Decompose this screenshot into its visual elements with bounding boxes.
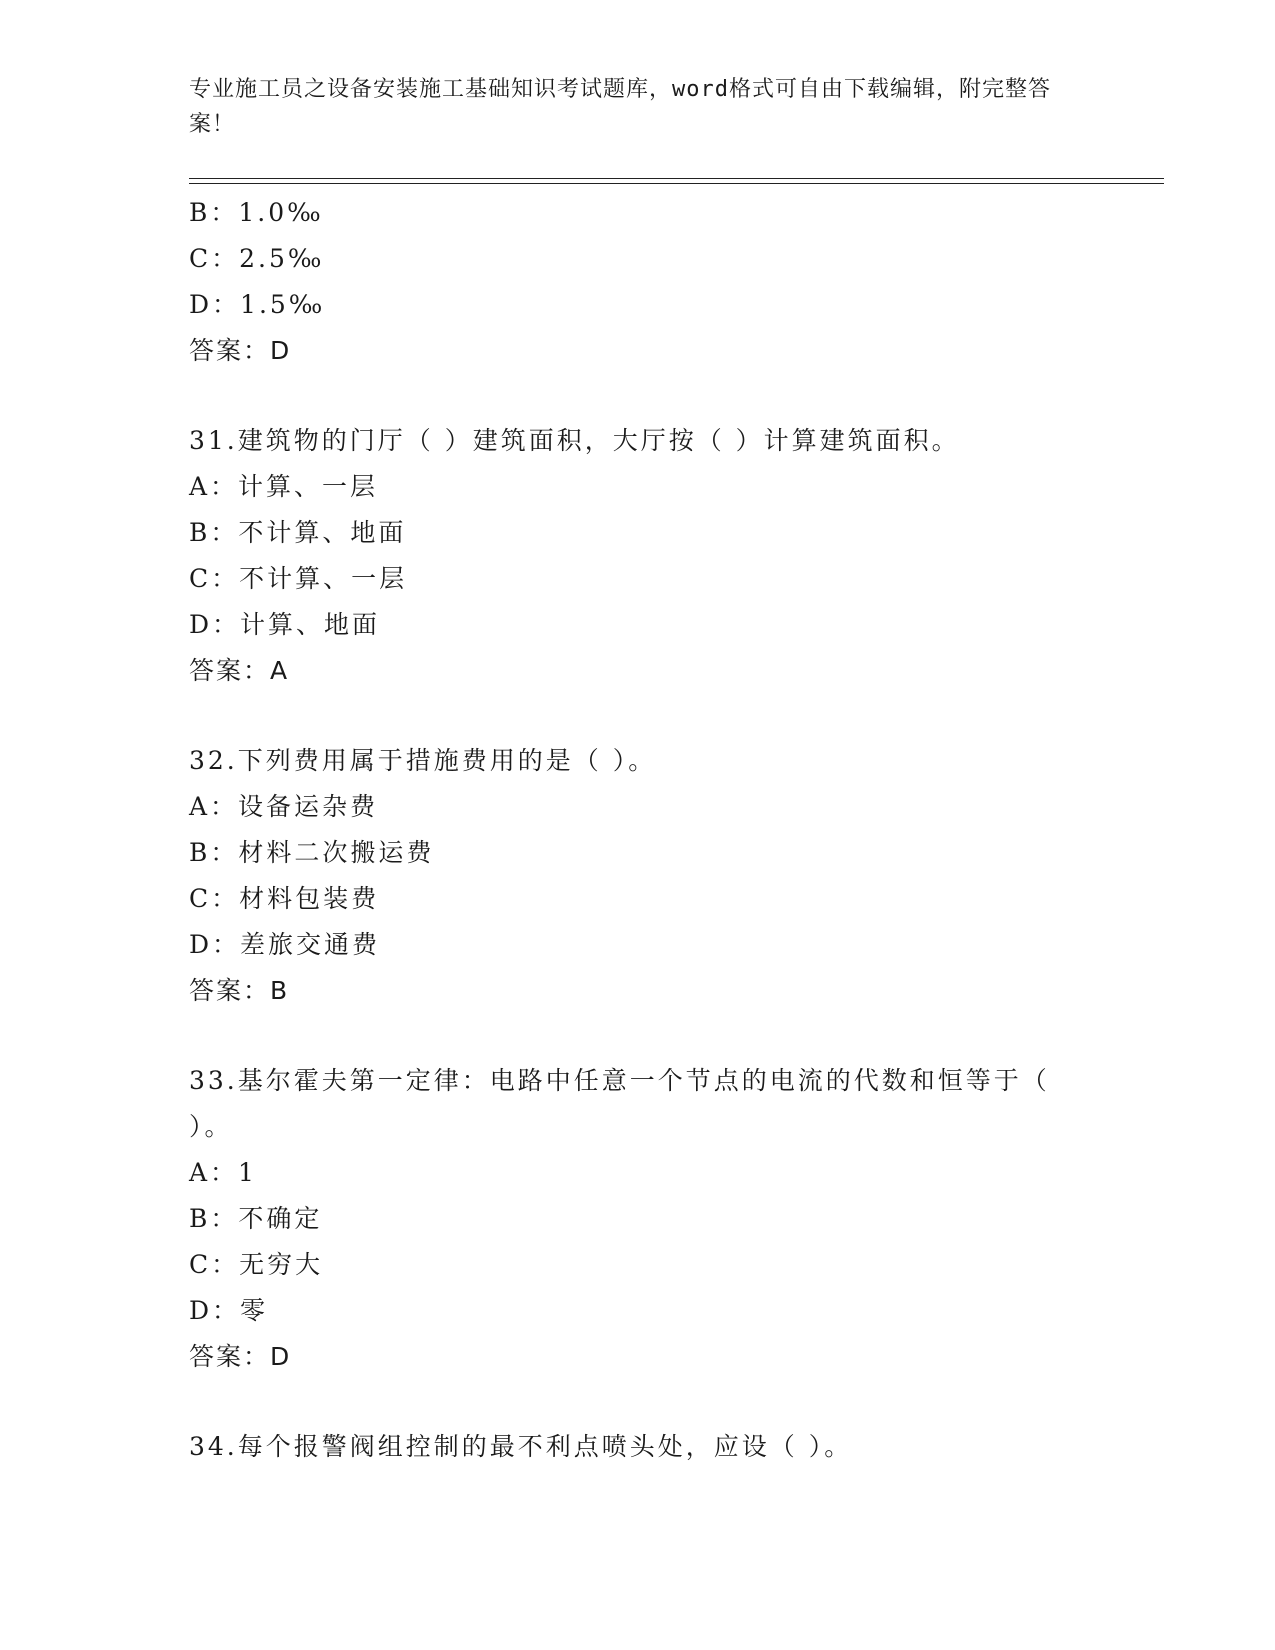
- question-text: 33.基尔霍夫第一定律：电路中任意一个节点的电流的代数和恒等于（ ）。: [189, 1066, 1050, 1141]
- header-divider-bottom: [189, 183, 1164, 184]
- answer-line: 答案：A: [189, 656, 290, 685]
- option-d: D：1.5‰: [189, 290, 326, 319]
- option-a: A：1: [189, 1158, 257, 1187]
- question-33: [189, 1058, 1089, 1380]
- option-a: A：计算、一层: [189, 472, 379, 501]
- spacer: [189, 694, 1089, 738]
- option-b: B：不计算、地面: [189, 518, 407, 547]
- option-b: B：材料二次搬运费: [189, 838, 435, 867]
- question-text: 31.建筑物的门厅（ ）建筑面积，大厅按（ ）计算建筑面积。: [189, 426, 960, 455]
- spacer: [189, 1014, 1089, 1058]
- option-a: A：设备运杂费: [189, 792, 379, 821]
- option-c: C：无穷大: [189, 1250, 324, 1279]
- question-list: [189, 190, 1089, 1470]
- option-b: B：不确定: [189, 1204, 323, 1233]
- answer-line: 答案：D: [189, 336, 292, 365]
- header-divider-top: [189, 178, 1164, 179]
- question-text: 34.每个报警阀组控制的最不利点喷头处，应设（ ）。: [189, 1432, 853, 1461]
- option-d: D：差旅交通费: [189, 930, 381, 959]
- option-c: C：2.5‰: [189, 244, 325, 273]
- spacer: [189, 1380, 1089, 1424]
- option-c: C：材料包装费: [189, 884, 380, 913]
- question-30-tail: [189, 190, 1089, 374]
- answer-line: 答案：B: [189, 976, 290, 1005]
- question-text: 32.下列费用属于措施费用的是（ ）。: [189, 746, 657, 775]
- option-c: C：不计算、一层: [189, 564, 408, 593]
- answer-line: 答案：D: [189, 1342, 292, 1371]
- document-header: 专业施工员之设备安装施工基础知识考试题库，word格式可自由下载编辑，附完整答案！: [189, 77, 1051, 137]
- option-d: D：零: [189, 1296, 269, 1325]
- spacer: [189, 374, 1089, 418]
- option-b: B：1.0‰: [189, 198, 324, 227]
- question-32: [189, 738, 1089, 1014]
- question-34: [189, 1424, 1089, 1470]
- option-d: D：计算、地面: [189, 610, 381, 639]
- question-31: [189, 418, 1089, 694]
